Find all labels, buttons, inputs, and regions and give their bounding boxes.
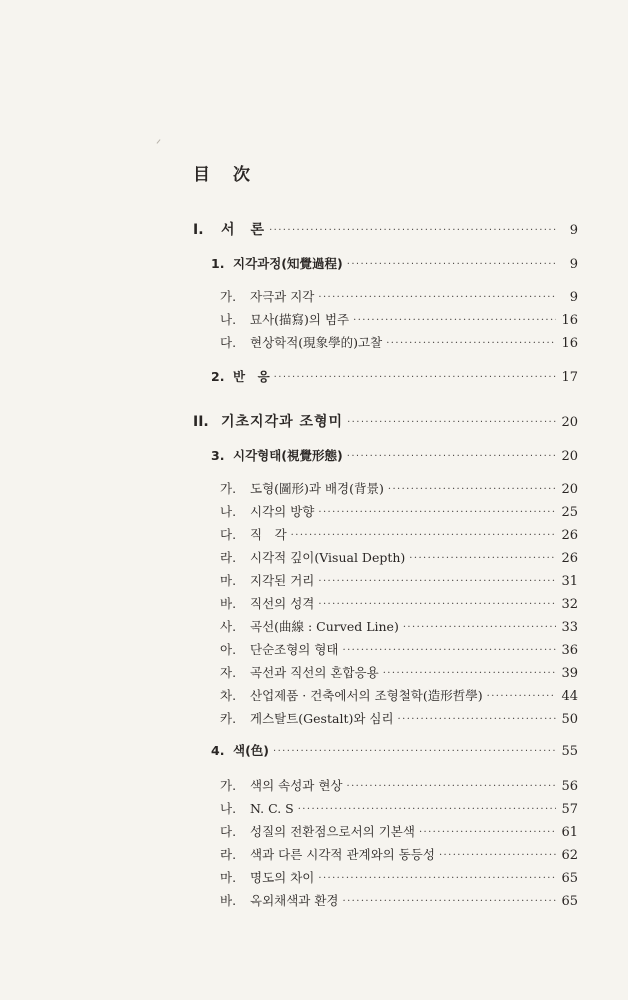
leader-dots [318,599,556,610]
entry-number: 차. [220,688,237,703]
entry-number: 다. [220,335,237,350]
leader-dots [398,714,556,725]
leader-dots [386,338,556,349]
entry-page-number: 25 [561,505,578,520]
entry-number: 다. [220,527,237,542]
leader-dots [409,553,556,564]
entry-page-number: 56 [561,779,578,794]
leader-dots [318,292,556,303]
entry-number: 바. [220,596,237,611]
entry-number: 마. [220,573,237,588]
entry-page-number: 9 [569,257,578,272]
entry-title: 묘사(描寫)의 범주 [250,312,350,327]
toc-entry-section-2 [193,411,578,431]
toc-heading-char-1: 目 [193,165,212,185]
toc-entry-chapter-2 [211,367,578,385]
entry-number: 나. [220,504,237,519]
entry-page-number: 20 [561,449,578,464]
entry-number: 마. [220,870,237,885]
entry-page-number: 65 [561,894,578,909]
entry-page-number: 65 [561,871,578,886]
leader-dots [487,691,556,702]
leader-dots [346,781,556,792]
entry-number: 라. [220,847,237,862]
leader-dots [273,746,556,757]
leader-dots [318,507,556,518]
entry-number: I. [193,222,204,238]
entry-title: 게스탈트(Gestalt)와 심리 [250,711,394,726]
entry-number: 사. [220,619,237,634]
entry-page-number: 20 [561,415,578,430]
entry-title: 기초지각과 조형미 [221,414,344,430]
toc-entry-item [220,822,578,840]
leader-dots [383,668,556,679]
entry-page-number: 62 [561,848,578,863]
toc-entry-item [220,594,578,612]
entry-title: 지각과정(知覺過程) [233,256,343,271]
entry-title: 성질의 전환점으로서의 기본색 [250,824,415,839]
leader-dots [274,372,556,383]
entry-title: 직 각 [250,527,287,542]
toc-entry-chapter-4 [211,741,578,759]
entry-page-number: 16 [561,336,578,351]
entry-page-number: 9 [569,290,578,305]
entry-title: 시각적 깊이(Visual Depth) [250,550,406,565]
entry-page-number: 33 [561,620,578,635]
entry-title: 색(色) [233,743,270,758]
leader-dots [318,576,556,587]
leader-dots [291,530,556,541]
toc-entry-item [220,891,578,909]
leader-dots [343,645,557,656]
entry-number: 아. [220,642,237,657]
leader-dots [439,850,556,861]
entry-title: 옥외채색과 환경 [250,893,339,908]
entry-page-number: 57 [561,802,578,817]
entry-number: 3. [211,448,225,463]
leader-dots [343,896,557,907]
entry-page-number: 39 [561,666,578,681]
leader-dots [318,873,556,884]
entry-page-number: 55 [561,744,578,759]
leader-dots [298,804,556,815]
toc-entry-item [220,686,578,704]
entry-page-number: 26 [561,551,578,566]
entry-title: 곡선과 직선의 혼합응용 [250,665,379,680]
entry-title: 산업제품 · 건축에서의 조형철학(造形哲學) [250,688,483,703]
entry-number: 나. [220,801,237,816]
entry-title: 도형(圖形)과 배경(背景) [250,481,384,496]
entry-page-number: 36 [561,643,578,658]
toc-entry-item [220,310,578,328]
entry-number: 다. [220,824,237,839]
toc-entry-section-1 [193,219,578,239]
toc-entry-item [220,287,578,305]
entry-page-number: 26 [561,528,578,543]
entry-title: 반 응 [233,369,270,384]
entry-number: 라. [220,550,237,565]
leader-dots [347,451,556,462]
entry-page-number: 32 [561,597,578,612]
entry-page-number: 20 [561,482,578,497]
entry-number: 가. [220,481,237,496]
entry-number: 바. [220,893,237,908]
entry-number: 가. [220,289,237,304]
entry-title: 시각의 방향 [250,504,315,519]
toc-entry-item [220,548,578,566]
entry-page-number: 31 [561,574,578,589]
entry-title: N. C. S [250,801,294,816]
entry-title: 단순조형의 형태 [250,642,339,657]
entry-title: 자극과 지각 [250,289,315,304]
leader-dots [388,484,556,495]
entry-title: 현상학적(現象學的)고찰 [250,335,383,350]
entry-title: 서 론 [221,222,266,238]
entry-title: 명도의 차이 [250,870,315,885]
leader-dots [347,417,556,428]
toc-entry-item [220,709,578,727]
entry-title: 곡선(曲線 : Curved Line) [250,619,399,634]
toc-entry-chapter-1 [211,254,578,272]
toc-entry-item [220,663,578,681]
toc-entry-item [220,502,578,520]
toc-entry-item [220,525,578,543]
entry-page-number: 17 [561,370,578,385]
toc-entry-item [220,776,578,794]
leader-dots [269,225,556,236]
leader-dots [347,259,556,270]
entry-page-number: 44 [561,689,578,704]
toc-entry-item [220,640,578,658]
entry-title: 색과 다른 시각적 관계와의 동등성 [250,847,435,862]
entry-number: 카. [220,711,237,726]
leader-dots [353,315,556,326]
toc-entry-item [220,617,578,635]
toc-entry-item [220,333,578,351]
entry-number: 1. [211,256,225,271]
toc-entry-item [220,799,578,817]
leader-dots [403,622,556,633]
entry-number: II. [193,414,209,430]
toc-entry-item [220,479,578,497]
toc-heading [193,160,252,185]
leader-dots [419,827,556,838]
toc-heading-char-2: 次 [233,165,252,185]
entry-title: 지각된 거리 [250,573,315,588]
entry-page-number: 16 [561,313,578,328]
entry-title: 색의 속성과 현상 [250,778,343,793]
entry-number: 2. [211,369,225,384]
toc-entry-chapter-3 [211,446,578,464]
entry-page-number: 61 [561,825,578,840]
entry-number: 4. [211,743,225,758]
entry-title: 직선의 성격 [250,596,315,611]
toc-entry-item [220,845,578,863]
entry-page-number: 50 [561,712,578,727]
toc-entry-item [220,571,578,589]
entry-number: 가. [220,778,237,793]
entry-page-number: 9 [569,223,578,238]
entry-number: 자. [220,665,237,680]
pencil-mark [157,139,161,143]
entry-title: 시각형태(視覺形態) [233,448,343,463]
entry-number: 나. [220,312,237,327]
toc-entry-item [220,868,578,886]
